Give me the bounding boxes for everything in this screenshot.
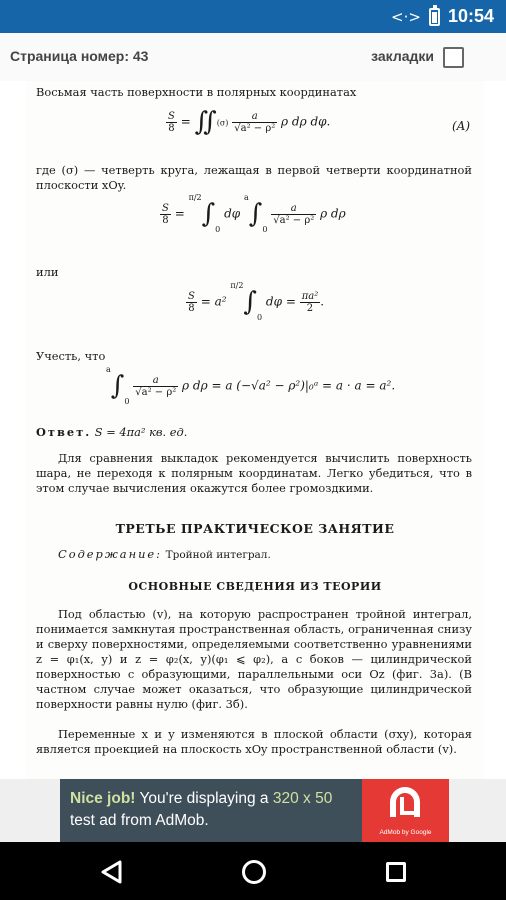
answer-text: S = 4πa² кв. ед. xyxy=(94,425,188,439)
recent-apps-icon[interactable] xyxy=(386,862,406,882)
section-heading: ТРЕТЬЕ ПРАКТИЧЕСКОЕ ЗАНЯТИЕ xyxy=(115,521,395,536)
answer-label: Ответ. xyxy=(36,425,92,439)
paragraph: Переменные x и y изменяются в плоской области (σxy), которая является проекцией на плоскость xOy пространственной области (v). xyxy=(36,727,472,756)
fraction: $\frac{S}{8}$ xyxy=(168,110,175,134)
paragraph: Для сравнения выкладок рекомендуется вычислить поверхность шара, не переходя к полярным координатам. Легко убедиться, что в этом случае вычисления окажутся более громоздкими. xyxy=(36,451,472,495)
paragraph: Под областью (v), на которую распространен тройной интеграл, понимается замкнутая пространственная область, ограниченная снизу и сверху поверхностями, определяемыми соответственно уравнениями z = φ₁(x, y) и z = φ₂(x, y)(φ₁ ⩽ φ₂), а с боков — цилиндрической поверхностью с образующими, параллельными оси Oz (фиг. 3а). (В частном случае может оказаться, что образующие цилиндрической поверхности равны нулю (фиг. 3б). xyxy=(36,607,472,711)
content-line xyxy=(58,547,472,563)
home-icon[interactable] xyxy=(242,860,266,884)
document-page[interactable] xyxy=(26,81,484,779)
status-icons xyxy=(391,6,494,27)
bookmarks-label: закладки xyxy=(371,48,434,64)
paragraph: Учесть, что xyxy=(36,349,106,363)
page-number-label: Страница номер: 43 xyxy=(10,48,149,64)
paragraph: где (σ) — четверть круга, лежащая в первой четверти координатной плоскости xOy. xyxy=(36,163,472,192)
subsection-heading: ОСНОВНЫЕ СВЕДЕНИЯ ИЗ ТЕОРИИ xyxy=(128,580,382,593)
data-transfer-icon: <·> xyxy=(391,7,421,26)
page-header xyxy=(0,33,506,81)
formula-a: $\frac{S}{8}$ = ∬(σ) $\frac{a}{\text{√a² − ρ²}}$ ρ dρ dφ. xyxy=(168,107,331,137)
ad-banner[interactable] xyxy=(0,779,506,842)
ad-text: Nice job! You're displaying a 320 x 50 test ad from AdMob. xyxy=(70,790,333,829)
formula-3: $\frac{S}{8}$ = a² $^{\pi/2}\int_0$ dφ = $\frac{\text{πa²}}{2}$ . xyxy=(188,280,325,322)
admob-logo[interactable] xyxy=(362,779,449,842)
paragraph: или xyxy=(36,265,59,279)
ad-logo-caption: AdMob by Google xyxy=(379,829,432,836)
answer-line xyxy=(36,425,472,440)
admob-logo-icon xyxy=(390,787,420,817)
paragraph: Восьмая часть поверхности в полярных координатах xyxy=(36,85,357,99)
formula-2: $\frac{S}{8}$ = $^{\pi/2}\int_0$ dφ $^a\int_0$ $\frac{a}{\text{√a² − ρ²}}$ ρ dρ xyxy=(162,192,346,234)
content-text: Тройной интеграл. xyxy=(165,549,271,561)
status-time: 10:54 xyxy=(447,6,494,26)
formula-label: (A) xyxy=(451,119,470,133)
status-bar xyxy=(0,0,506,33)
bookmark-checkbox[interactable] xyxy=(443,47,464,68)
back-icon[interactable] xyxy=(100,860,122,884)
ad-content[interactable] xyxy=(60,779,362,842)
battery-icon xyxy=(429,8,440,26)
navigation-bar xyxy=(0,842,506,900)
content-label: Содержание: xyxy=(58,547,162,561)
formula-4: $^a\int_0$ $\frac{a}{\text{√a² − ρ²}}$ ρ dρ = a (−√a² − ρ²)|₀ᵃ = a · a = a². xyxy=(106,364,396,406)
